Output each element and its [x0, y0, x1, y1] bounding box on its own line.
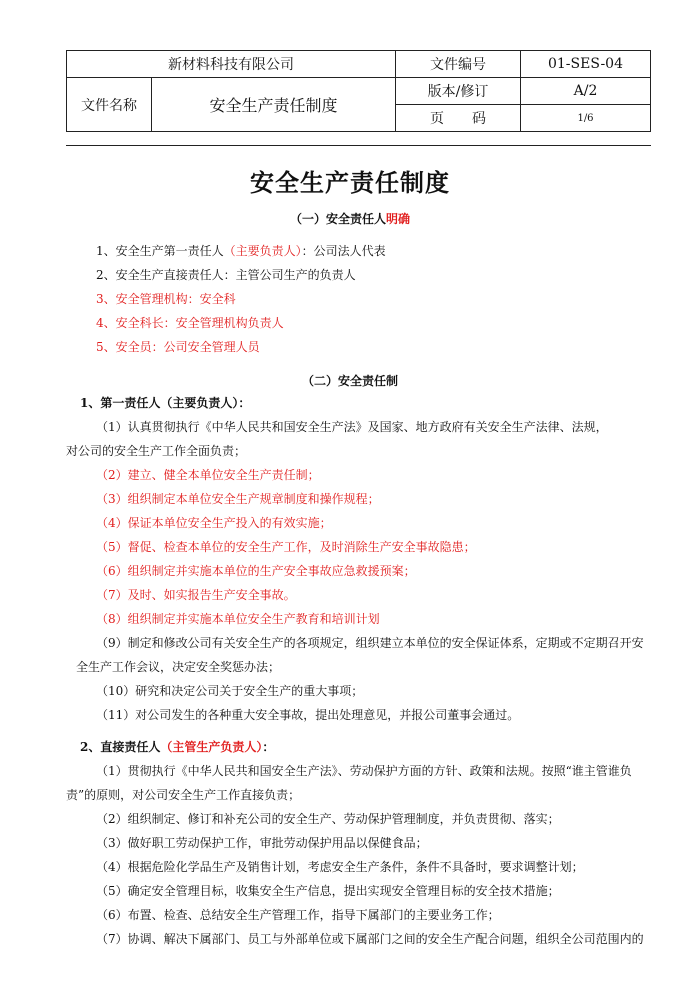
file-name-label: 文件名称	[67, 78, 152, 132]
item-text-tail: ：公司法人代表	[301, 244, 386, 258]
list-item: （4）保证本单位安全生产投入的有效实施；	[96, 516, 332, 530]
page-title: 安全生产责任制度	[250, 169, 450, 197]
list-item: （2）建立、健全本单位安全生产责任制；	[96, 468, 320, 482]
doc-number-label: 文件编号	[396, 51, 521, 78]
file-name: 安全生产责任制度	[152, 78, 396, 132]
list-item: （7）及时、如实报告生产安全事故。	[96, 588, 296, 602]
list-item: 2、安全生产直接责任人：主管公司生产的负责人	[96, 268, 356, 282]
list-item: （3）组织制定本单位安全生产规章制度和操作规程；	[96, 492, 380, 506]
list-item: 5、安全员：公司安全管理人员	[96, 340, 260, 354]
page-label: 页 码	[396, 105, 521, 132]
list-item: （4）根据危险化学品生产及销售计划，考虑安全生产条件，条件不具备时，要求调整计划；	[96, 860, 584, 874]
header-divider	[66, 145, 651, 146]
doc-number: 01-SES-04	[521, 51, 651, 78]
subsection2-heading-colon: ：	[262, 740, 275, 754]
list-item: 全生产工作会议，决定安全奖惩办法；	[76, 660, 281, 674]
list-item: （11）对公司发生的各种重大安全事故，提出处理意见，并报公司董事会通过。	[96, 708, 520, 722]
list-item: （1）贯彻执行《中华人民共和国安全生产法》、劳动保护方面的方针、政策和法规。按照“谁主管谁负	[96, 764, 632, 778]
item-text: 1、安全生产第一责任人	[96, 244, 224, 258]
section1-heading-text: （一）安全责任人	[289, 212, 386, 226]
subsection2-heading	[80, 739, 274, 755]
subsection2-heading-text: 2、直接责任人	[80, 740, 161, 754]
list-item: （1）认真贯彻执行《中华人民共和国安全生产法》及国家、地方政府有关安全生产法律、法规，	[96, 420, 608, 434]
page-number: 1/6	[521, 105, 651, 132]
list-item: 3、安全管理机构：安全科	[96, 292, 236, 306]
list-item: 4、安全科长：安全管理机构负责人	[96, 316, 284, 330]
list-item: （10）研究和决定公司关于安全生产的重大事项；	[96, 684, 364, 698]
subsection1-heading: 1、第一责任人（主要负责人）：	[80, 396, 251, 410]
list-item: （6）布置、检查、总结安全生产管理工作，指导下属部门的主要业务工作；	[96, 908, 500, 922]
company-name: 新材料科技有限公司	[67, 51, 396, 78]
list-item	[96, 243, 386, 259]
item-emphasis: （主要负责人）	[223, 244, 302, 258]
subsection2-heading-emphasis: （主管生产负责人）	[160, 740, 263, 754]
list-item: 责”的原则，对公司安全生产工作直接负责；	[66, 788, 301, 802]
list-item: （5）督促、检查本单位的安全生产工作，及时消除生产安全事故隐患；	[96, 540, 476, 554]
section1-heading-emphasis: 明确	[386, 212, 411, 226]
section1-heading	[0, 210, 700, 227]
list-item: （7）协调、解决下属部门、员工与外部单位或下属部门之间的安全生产配合问题，组织全公司范围内的	[96, 932, 644, 946]
list-item: （3）做好职工劳动保护工作，审批劳动保护用品以保健食品；	[96, 836, 428, 850]
list-item: （5）确定安全管理目标，收集安全生产信息，提出实现安全管理目标的安全技术措施；	[96, 884, 560, 898]
version: A/2	[521, 78, 651, 105]
list-item: （2）组织制定、修订和补充公司的安全生产、劳动保护管理制度，并负责贯彻、落实；	[96, 812, 560, 826]
list-item: （8）组织制定并实施本单位安全生产教育和培训计划	[96, 612, 380, 626]
list-item: （9）制定和修改公司有关安全生产的各项规定，组织建立本单位的安全保证体系，定期或不定期召开安	[96, 636, 644, 650]
list-item: （6）组织制定并实施本单位的生产安全事故应急救援预案；	[96, 564, 416, 578]
section2-heading: （二）安全责任制	[301, 374, 398, 388]
document-header-table	[66, 50, 651, 132]
list-item: 对公司的安全生产工作全面负责；	[66, 444, 247, 458]
version-label: 版本/修订	[396, 78, 521, 105]
